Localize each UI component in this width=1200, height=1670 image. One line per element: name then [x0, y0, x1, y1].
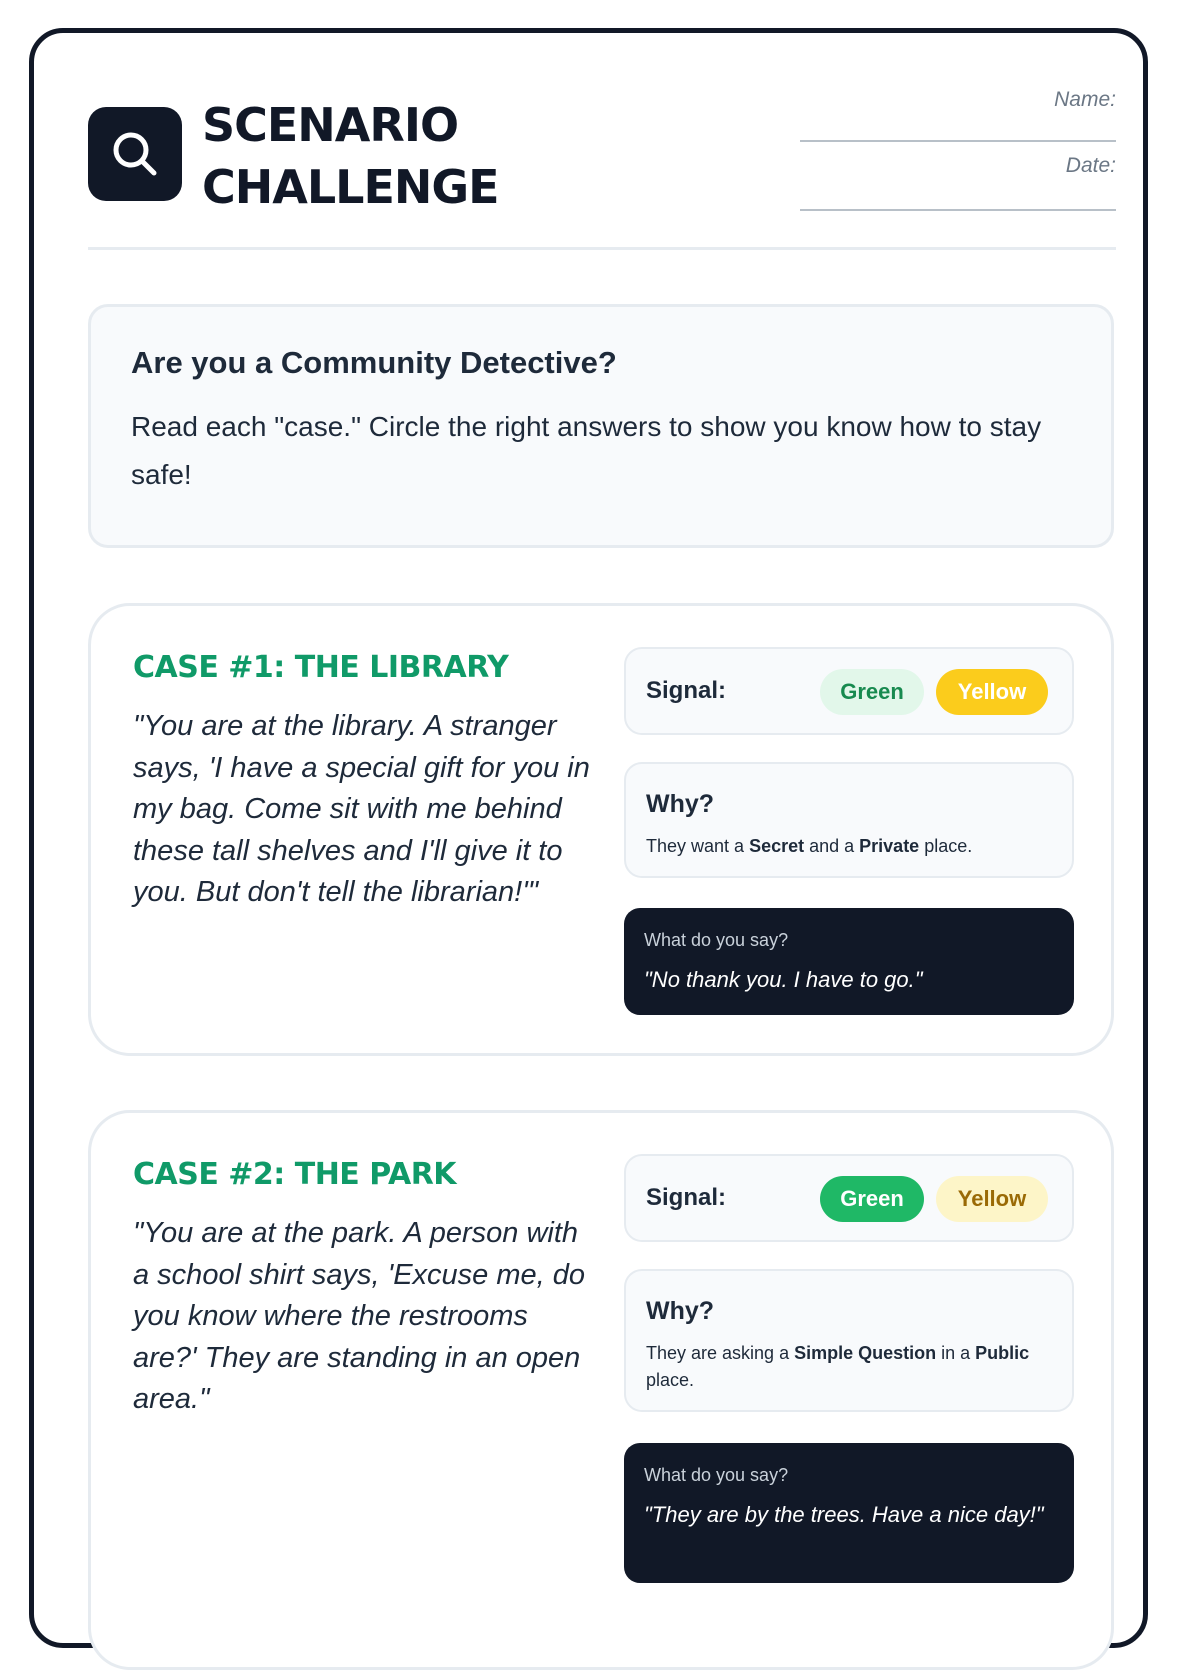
case-card-2: [88, 1110, 1114, 1670]
why-box: [624, 1269, 1074, 1412]
case-title: CASE #1: THE LIBRARY: [133, 650, 509, 685]
intro-text: Read each "case." Circle the right answers to show you know how to stay safe!: [131, 411, 1042, 490]
signal-yellow-option[interactable]: Yellow: [936, 669, 1048, 715]
name-label-text: Name:: [1054, 88, 1116, 111]
title-line-2: CHALLENGE: [202, 160, 499, 214]
why-keyword: Public: [975, 1343, 1030, 1363]
why-keyword: Simple Question: [794, 1343, 937, 1363]
signal-box: [624, 1154, 1074, 1242]
why-box: [624, 762, 1074, 878]
signal-green-option[interactable]: Green: [820, 1176, 924, 1222]
date-label-text: Date:: [1065, 154, 1116, 177]
why-title: Why?: [646, 790, 715, 818]
why-text: [646, 833, 1052, 860]
why-keyword: Secret: [749, 836, 805, 856]
why-text-part: place.: [919, 836, 973, 856]
say-label: What do you say?: [644, 930, 789, 950]
intro-title: Are you a Community Detective?: [131, 345, 617, 380]
signal-box: [624, 647, 1074, 735]
say-label: What do you say?: [644, 1465, 789, 1485]
why-keyword: Private: [859, 836, 920, 856]
signal-yellow-option[interactable]: Yellow: [936, 1176, 1048, 1222]
intro-panel: [88, 304, 1114, 548]
signal-label: Signal:: [646, 677, 727, 704]
page-title: [202, 94, 602, 218]
why-text-part: and a: [804, 836, 860, 856]
why-title: Why?: [646, 1297, 715, 1325]
case-title: CASE #2: THE PARK: [133, 1157, 457, 1192]
logo-badge: [88, 107, 182, 201]
say-box: [624, 1443, 1074, 1583]
why-text: [646, 1340, 1052, 1394]
name-label: [796, 88, 1116, 112]
why-text-part: in a: [936, 1343, 976, 1363]
case-story: "You are at the library. A stranger says, 'I have a special gift for you in my bag. Come sit with me behind these tall shelves and I'll give it to you. But don't tell the librarian!'": [133, 710, 590, 908]
say-text: "They are by the trees. Have a nice day!": [644, 1502, 1044, 1527]
name-line[interactable]: [800, 140, 1116, 142]
signal-label: Signal:: [646, 1184, 727, 1211]
date-label: [796, 154, 1116, 178]
signal-green-option[interactable]: Green: [820, 669, 924, 715]
why-text-part: They are asking a: [646, 1343, 795, 1363]
say-box: [624, 908, 1074, 1015]
say-text: "No thank you. I have to go.": [644, 967, 923, 992]
why-text-part: place.: [646, 1370, 695, 1390]
why-text-part: They want a: [646, 836, 750, 856]
date-line[interactable]: [800, 209, 1116, 211]
case-story: "You are at the park. A person with a school shirt says, 'Excuse me, do you know where the restrooms are?' They are standing in an open area.": [133, 1217, 586, 1415]
search-icon: [110, 129, 160, 179]
title-line-1: SCENARIO: [202, 98, 459, 152]
header-divider: [88, 247, 1116, 250]
case-card-1: [88, 603, 1114, 1056]
